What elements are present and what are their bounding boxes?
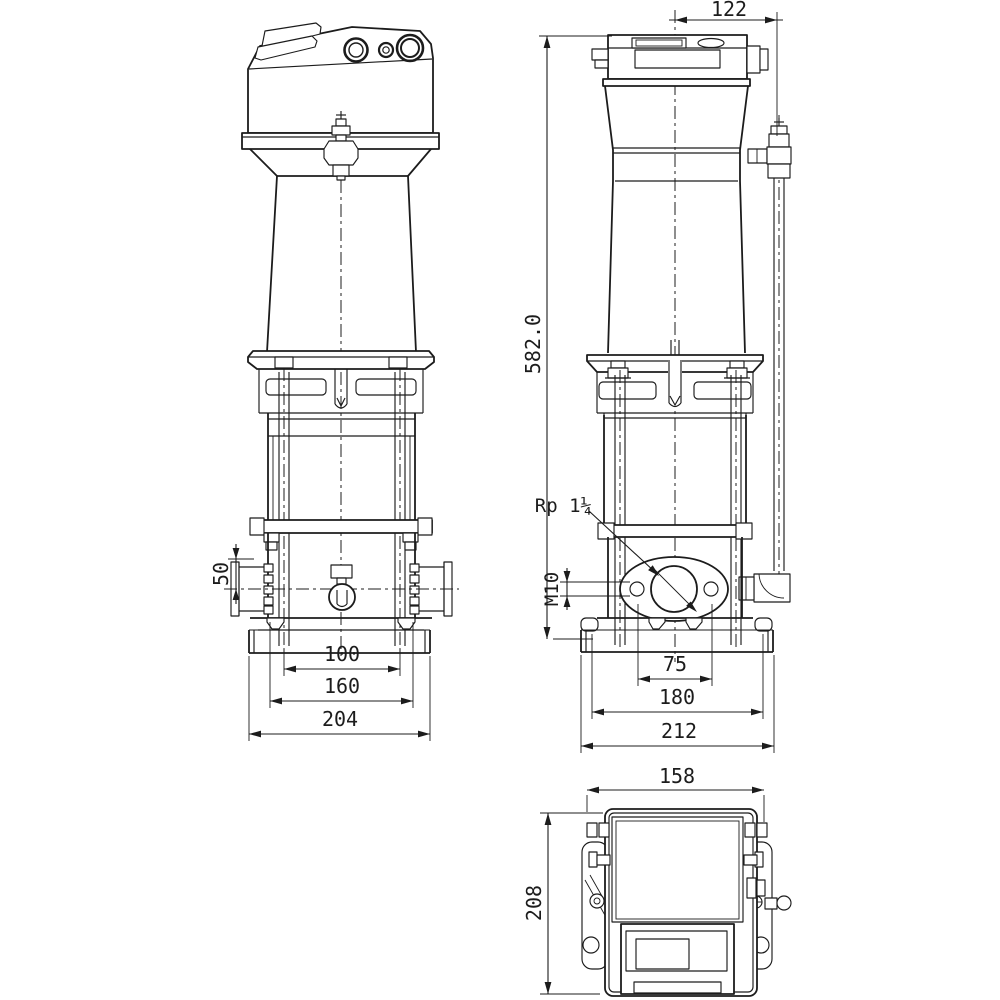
sensor-valve	[769, 134, 789, 147]
dim-582	[521, 36, 612, 639]
top-view	[522, 764, 791, 996]
stool-bolt-left	[275, 357, 293, 368]
cable-gland-left	[592, 49, 608, 60]
side-stool-bolt-right	[727, 368, 747, 378]
dim-122-label: 122	[710, 0, 748, 21]
display-window	[632, 38, 686, 48]
side-pump-shaft	[668, 360, 682, 407]
side-coupling-guard-right	[694, 382, 751, 399]
dim-180-label: 180	[658, 685, 696, 709]
dim-158-label: 158	[658, 764, 696, 788]
stool-bolt-right	[389, 357, 407, 368]
dim-50-label: 50	[209, 561, 233, 587]
coupling-guard-right	[356, 379, 416, 395]
dim-75-label: 75	[662, 652, 688, 676]
dim-100-label: 100	[323, 642, 361, 666]
side-lower-ring-flange	[598, 523, 752, 539]
bracket-bolt-left	[590, 894, 604, 908]
bolt-hole-left	[630, 582, 644, 596]
bolt-hole-right	[704, 582, 718, 596]
dim-208-label: 208	[522, 884, 546, 922]
bolt-thread-label: M10	[541, 571, 563, 607]
dim-160-label: 160	[323, 674, 361, 698]
dim-m10	[541, 568, 630, 610]
dim-582-label: 582.0	[521, 313, 545, 375]
dim-204-label: 204	[321, 707, 359, 731]
pipe-connection-label: Rp 1¼	[534, 495, 592, 517]
side-pump-base	[581, 618, 773, 652]
side-motor-housing	[605, 86, 748, 353]
top-display-module	[621, 924, 734, 994]
drain-plug	[329, 565, 355, 610]
coupling-guard-left	[266, 379, 326, 395]
front-view	[209, 23, 459, 741]
dim-212-label: 212	[660, 719, 698, 743]
bracket-hole-left	[583, 937, 599, 953]
side-view	[521, 0, 791, 753]
power-connector	[747, 46, 760, 73]
side-coupling-guard-left	[599, 382, 656, 399]
dim-100	[284, 642, 400, 676]
side-screw-knob	[765, 896, 791, 910]
side-pump-head	[592, 35, 768, 86]
dim-180	[592, 634, 763, 719]
